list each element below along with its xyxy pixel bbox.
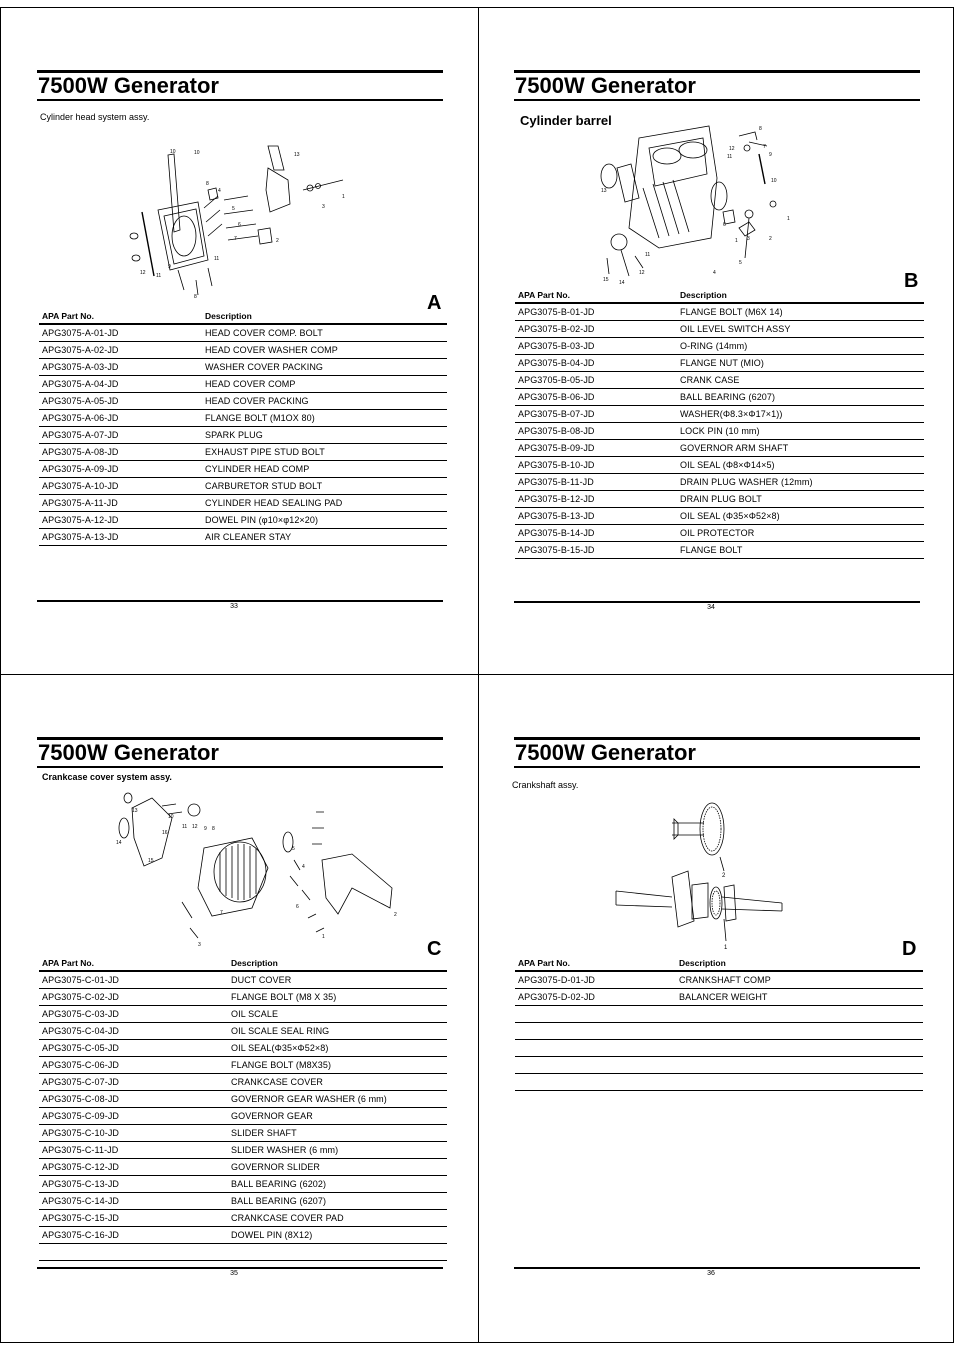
table-row: [515, 525, 924, 542]
callout-label: 12: [140, 270, 146, 276]
table-header-row: [515, 288, 924, 303]
callout-label: 8: [212, 826, 215, 832]
part-number-cell: APG3075-B-04-JD: [515, 355, 677, 372]
part-number-cell: APG3075-D-02-JD: [515, 989, 676, 1006]
callout-label: 5: [232, 206, 235, 212]
part-number-cell: APG3075-C-10-JD: [39, 1125, 228, 1142]
empty-cell: [39, 1244, 228, 1261]
part-number-cell: APG3075-C-16-JD: [39, 1227, 228, 1244]
description-cell: BALL BEARING (6202): [228, 1176, 447, 1193]
description-cell: HEAD COVER COMP: [202, 376, 447, 393]
empty-cell: [676, 1040, 923, 1057]
callout-label: 1: [724, 945, 728, 951]
description-cell: FLANGE BOLT (M8 X 35): [228, 989, 447, 1006]
part-number-cell: APG3075-A-07-JD: [39, 427, 202, 444]
page-d: [477, 673, 954, 1343]
table-row: [39, 1125, 447, 1142]
crankcase-cover-diagram: [112, 788, 402, 948]
description-cell: OIL SEAL (Φ8×Φ14×5): [677, 457, 924, 474]
description-cell: FLANGE BOLT (M6X 14): [677, 303, 924, 321]
description-cell: AIR CLEANER STAY: [202, 529, 447, 546]
callout-label: 10: [170, 149, 176, 155]
callout-label: 7: [220, 910, 223, 916]
part-number-cell: APG3075-A-05-JD: [39, 393, 202, 410]
page-title: 7500W Generator: [515, 740, 696, 765]
part-number-cell: APG3075-A-11-JD: [39, 495, 202, 512]
table-row: [39, 324, 447, 342]
column-header-part-no: APA Part No.: [515, 288, 677, 303]
part-number-cell: APG3075-C-13-JD: [39, 1176, 228, 1193]
description-cell: OIL PROTECTOR: [677, 525, 924, 542]
empty-cell: [676, 1074, 923, 1091]
part-number-cell: APG3075-C-12-JD: [39, 1159, 228, 1176]
callout-label: 7: [763, 144, 766, 150]
section-subtitle: Cylinder barrel: [520, 113, 612, 128]
callout-label: 9: [204, 826, 207, 832]
description-cell: DOWEL PIN (8X12): [228, 1227, 447, 1244]
callout-label: 8: [759, 126, 762, 132]
part-number-cell: APG3075-C-03-JD: [39, 1006, 228, 1023]
cylinder-barrel-diagram: [599, 118, 799, 286]
callout-label: 10: [168, 814, 174, 820]
callout-label: 6: [723, 222, 726, 228]
footer-rule: [37, 600, 443, 602]
description-cell: LOCK PIN (10 mm): [677, 423, 924, 440]
callout-label: 6: [296, 904, 299, 910]
callout-label: 4: [218, 188, 221, 194]
table-row: [515, 474, 924, 491]
column-header-description: Description: [202, 309, 447, 324]
page-c: [0, 673, 477, 1343]
part-number-cell: APG3075-B-12-JD: [515, 491, 677, 508]
page-number: 33: [230, 603, 238, 610]
part-number-cell: APG3075-C-04-JD: [39, 1023, 228, 1040]
part-number-cell: APG3075-A-09-JD: [39, 461, 202, 478]
table-row: [39, 495, 447, 512]
description-cell: SPARK PLUG: [202, 427, 447, 444]
part-number-cell: APG3075-A-03-JD: [39, 359, 202, 376]
part-number-cell: APG3075-C-06-JD: [39, 1057, 228, 1074]
part-number-cell: APG3705-B-05-JD: [515, 372, 677, 389]
empty-cell: [515, 1023, 676, 1040]
description-cell: OIL LEVEL SWITCH ASSY: [677, 321, 924, 338]
table-row: [515, 406, 924, 423]
description-cell: OIL SEAL (Φ35×Φ52×8): [677, 508, 924, 525]
callout-label: 13: [294, 152, 300, 158]
callout-label: 8: [206, 181, 209, 187]
description-cell: CARBURETOR STUD BOLT: [202, 478, 447, 495]
description-cell: HEAD COVER WASHER COMP: [202, 342, 447, 359]
footer-rule: [514, 1267, 920, 1269]
description-cell: EXHAUST PIPE STUD BOLT: [202, 444, 447, 461]
table-row: [515, 491, 924, 508]
description-cell: BALANCER WEIGHT: [676, 989, 923, 1006]
description-cell: DOWEL PIN (φ10×φ12×20): [202, 512, 447, 529]
part-number-cell: APG3075-C-01-JD: [39, 971, 228, 989]
page-title: 7500W Generator: [38, 73, 219, 98]
description-cell: CRANKCASE COVER: [228, 1074, 447, 1091]
empty-table-row: [515, 1057, 923, 1074]
table-row: [39, 342, 447, 359]
description-cell: CRANKSHAFT COMP: [676, 971, 923, 989]
footer-rule: [37, 1267, 443, 1269]
table-row: [39, 1006, 447, 1023]
callout-label: 3: [198, 942, 201, 948]
part-number-cell: APG3075-C-14-JD: [39, 1193, 228, 1210]
part-number-cell: APG3075-A-10-JD: [39, 478, 202, 495]
part-number-cell: APG3075-A-08-JD: [39, 444, 202, 461]
callout-label: 12: [192, 824, 198, 830]
column-header-part-no: APA Part No.: [39, 309, 202, 324]
empty-cell: [676, 1057, 923, 1074]
crankshaft-diagram: [612, 801, 792, 951]
callout-label: 16: [162, 830, 168, 836]
part-number-cell: APG3075-B-07-JD: [515, 406, 677, 423]
footer-rule: [514, 601, 920, 603]
part-number-cell: APG3075-B-13-JD: [515, 508, 677, 525]
part-number-cell: APG3075-A-04-JD: [39, 376, 202, 393]
callout-label: 6: [238, 222, 241, 228]
part-number-cell: APG3075-B-11-JD: [515, 474, 677, 491]
part-number-cell: APG3075-A-13-JD: [39, 529, 202, 546]
parts-table: [39, 309, 447, 546]
callout-label: 1: [342, 194, 345, 200]
page-title-bar: [514, 70, 920, 101]
table-row: [39, 1176, 447, 1193]
page-title-bar: [37, 737, 443, 768]
description-cell: WASHER COVER PACKING: [202, 359, 447, 376]
page-number: 35: [230, 1270, 238, 1277]
description-cell: DUCT COVER: [228, 971, 447, 989]
callout-label: 1: [787, 216, 790, 222]
callout-label: 12: [639, 270, 645, 276]
callout-label: 7: [234, 236, 237, 242]
description-cell: CYLINDER HEAD COMP: [202, 461, 447, 478]
empty-cell: [515, 1074, 676, 1091]
callout-label: 10: [771, 178, 777, 184]
part-number-cell: APG3075-A-12-JD: [39, 512, 202, 529]
table-row: [515, 355, 924, 372]
description-cell: GOVERNOR SLIDER: [228, 1159, 447, 1176]
callout-label: 10: [194, 150, 200, 156]
table-row: [515, 542, 924, 559]
page-a: [0, 0, 477, 673]
description-cell: HEAD COVER COMP. BOLT: [202, 324, 447, 342]
callout-label: 11: [156, 273, 162, 279]
description-cell: FLANGE BOLT (M8X35): [228, 1057, 447, 1074]
section-subtitle: Crankcase cover system assy.: [42, 772, 172, 782]
empty-cell: [515, 1040, 676, 1057]
callout-label: 13: [132, 808, 138, 814]
empty-cell: [515, 1057, 676, 1074]
description-cell: SLIDER SHAFT: [228, 1125, 447, 1142]
table-row: [39, 1040, 447, 1057]
description-cell: CRANKCASE COVER PAD: [228, 1210, 447, 1227]
table-row: [515, 440, 924, 457]
part-number-cell: APG3075-C-08-JD: [39, 1091, 228, 1108]
part-number-cell: APG3075-A-02-JD: [39, 342, 202, 359]
table-row: [39, 376, 447, 393]
callout-label: 11: [214, 256, 220, 262]
table-row: [39, 1091, 447, 1108]
description-cell: SLIDER WASHER (6 mm): [228, 1142, 447, 1159]
callout-label: 15: [603, 277, 609, 283]
callout-label: 3: [322, 204, 325, 210]
callout-label: 11: [645, 252, 651, 258]
description-cell: BALL BEARING (6207): [677, 389, 924, 406]
table-header-row: [515, 956, 923, 971]
table-row: [39, 1057, 447, 1074]
table-row: [39, 410, 447, 427]
callout-label: 11: [182, 824, 188, 830]
page-title: 7500W Generator: [38, 740, 219, 765]
description-cell: GOVERNOR GEAR: [228, 1108, 447, 1125]
callout-label: 14: [619, 280, 625, 286]
column-header-description: Description: [228, 956, 447, 971]
column-header-part-no: APA Part No.: [515, 956, 676, 971]
table-row: [39, 478, 447, 495]
table-row: [39, 1023, 447, 1040]
page-title-bar: [514, 737, 920, 768]
description-cell: OIL SCALE SEAL RING: [228, 1023, 447, 1040]
callout-label: 2: [394, 912, 397, 918]
part-number-cell: APG3075-B-15-JD: [515, 542, 677, 559]
section-subtitle: Cylinder head system assy.: [40, 112, 150, 122]
part-number-cell: APG3075-D-01-JD: [515, 971, 676, 989]
callout-label: 8: [194, 294, 197, 300]
table-row: [39, 1142, 447, 1159]
part-number-cell: APG3075-A-06-JD: [39, 410, 202, 427]
description-cell: WASHER(Φ8.3×Φ17×1)): [677, 406, 924, 423]
section-letter: D: [902, 938, 917, 960]
description-cell: FLANGE BOLT: [677, 542, 924, 559]
description-cell: FLANGE NUT (MIO): [677, 355, 924, 372]
description-cell: O-RING (14mm): [677, 338, 924, 355]
description-cell: GOVERNOR ARM SHAFT: [677, 440, 924, 457]
description-cell: HEAD COVER PACKING: [202, 393, 447, 410]
description-cell: FLANGE BOLT (M1OX 80): [202, 410, 447, 427]
callout-label: 3: [747, 236, 750, 242]
callout-label: 11: [727, 154, 733, 160]
callout-label: 4: [302, 864, 305, 870]
empty-table-row: [39, 1244, 447, 1261]
table-row: [515, 989, 923, 1006]
callout-label: 5: [292, 846, 295, 852]
table-row: [39, 359, 447, 376]
table-row: [39, 1210, 447, 1227]
description-cell: GOVERNOR GEAR WASHER (6 mm): [228, 1091, 447, 1108]
table-row: [39, 989, 447, 1006]
part-number-cell: APG3075-C-02-JD: [39, 989, 228, 1006]
section-letter: C: [427, 938, 442, 960]
table-row: [515, 457, 924, 474]
table-row: [515, 303, 924, 321]
page-title: 7500W Generator: [515, 73, 696, 98]
callout-label: 9: [168, 264, 171, 270]
empty-table-row: [515, 1023, 923, 1040]
page-number: 34: [707, 604, 715, 611]
parts-table: [515, 956, 923, 1091]
part-number-cell: APG3075-C-11-JD: [39, 1142, 228, 1159]
column-header-description: Description: [676, 956, 923, 971]
part-number-cell: APG3075-B-01-JD: [515, 303, 677, 321]
table-row: [39, 1227, 447, 1244]
table-row: [515, 971, 923, 989]
table-row: [515, 321, 924, 338]
empty-cell: [515, 1006, 676, 1023]
page-number: 36: [707, 1270, 715, 1277]
empty-cell: [228, 1244, 447, 1261]
callout-label: 2: [276, 238, 279, 244]
table-row: [515, 372, 924, 389]
empty-table-row: [515, 1006, 923, 1023]
part-number-cell: APG3075-C-07-JD: [39, 1074, 228, 1091]
part-number-cell: APG3075-B-14-JD: [515, 525, 677, 542]
callout-label: 2: [722, 873, 726, 879]
table-header-row: [39, 956, 447, 971]
empty-cell: [676, 1023, 923, 1040]
part-number-cell: APG3075-B-02-JD: [515, 321, 677, 338]
callout-label: 5: [739, 260, 742, 266]
part-number-cell: APG3075-C-15-JD: [39, 1210, 228, 1227]
table-row: [39, 427, 447, 444]
callout-label: 12: [729, 146, 735, 152]
part-number-cell: APG3075-B-10-JD: [515, 457, 677, 474]
description-cell: CRANK CASE: [677, 372, 924, 389]
callout-label: 9: [769, 152, 772, 158]
table-row: [39, 512, 447, 529]
table-row: [39, 529, 447, 546]
empty-table-row: [515, 1074, 923, 1091]
part-number-cell: APG3075-B-06-JD: [515, 389, 677, 406]
part-number-cell: APG3075-C-09-JD: [39, 1108, 228, 1125]
table-row: [39, 393, 447, 410]
description-cell: CYLINDER HEAD SEALING PAD: [202, 495, 447, 512]
table-row: [39, 1108, 447, 1125]
column-header-description: Description: [677, 288, 924, 303]
table-header-row: [39, 309, 447, 324]
table-row: [39, 461, 447, 478]
section-letter: A: [427, 292, 442, 314]
empty-cell: [676, 1006, 923, 1023]
table-row: [515, 338, 924, 355]
callout-label: 1: [735, 238, 738, 244]
part-number-cell: APG3075-B-08-JD: [515, 423, 677, 440]
description-cell: DRAIN PLUG WASHER (12mm): [677, 474, 924, 491]
callout-label: 13: [601, 188, 607, 194]
table-row: [39, 971, 447, 989]
callout-label: 1: [322, 934, 325, 940]
callout-label: 14: [116, 840, 122, 846]
table-row: [39, 1159, 447, 1176]
section-letter: B: [904, 270, 919, 292]
description-cell: BALL BEARING (6207): [228, 1193, 447, 1210]
callout-label: 2: [769, 236, 772, 242]
section-subtitle: Crankshaft assy.: [512, 780, 579, 790]
description-cell: DRAIN PLUG BOLT: [677, 491, 924, 508]
part-number-cell: APG3075-B-03-JD: [515, 338, 677, 355]
column-header-part-no: APA Part No.: [39, 956, 228, 971]
parts-table: [515, 288, 924, 559]
callout-label: 4: [713, 270, 716, 276]
table-row: [515, 389, 924, 406]
empty-table-row: [515, 1040, 923, 1057]
page-title-bar: [37, 70, 443, 101]
part-number-cell: APG3075-A-01-JD: [39, 324, 202, 342]
cylinder-head-diagram: [118, 140, 368, 300]
description-cell: OIL SCALE: [228, 1006, 447, 1023]
part-number-cell: APG3075-C-05-JD: [39, 1040, 228, 1057]
table-row: [515, 423, 924, 440]
table-row: [39, 444, 447, 461]
description-cell: OIL SEAL(Φ35×Φ52×8): [228, 1040, 447, 1057]
page-b: [477, 0, 954, 673]
parts-table: [39, 956, 447, 1261]
table-row: [39, 1193, 447, 1210]
table-row: [515, 508, 924, 525]
part-number-cell: APG3075-B-09-JD: [515, 440, 677, 457]
table-row: [39, 1074, 447, 1091]
callout-label: 15: [148, 858, 154, 864]
